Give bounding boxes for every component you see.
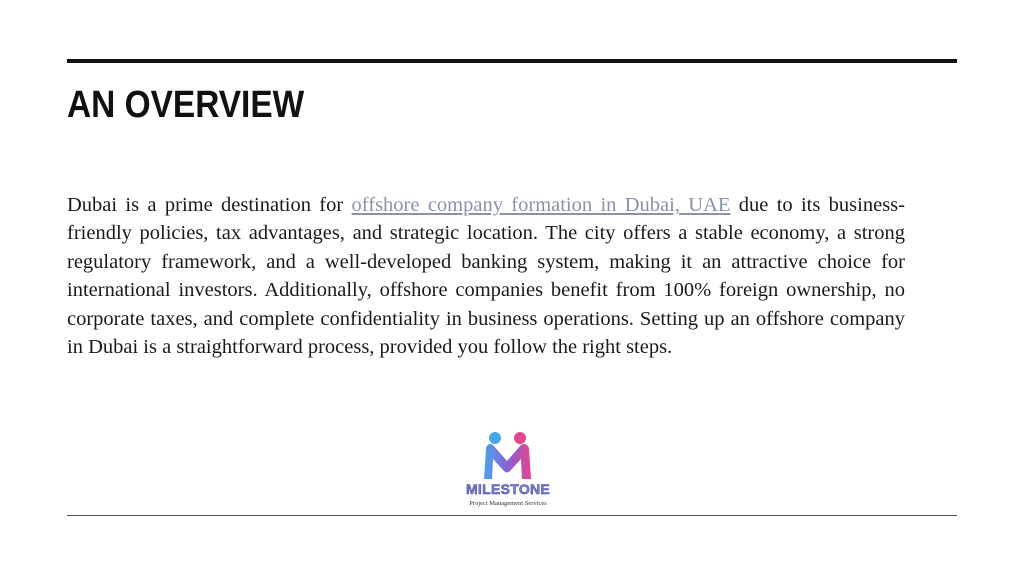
logo-head-left bbox=[489, 432, 501, 444]
bottom-divider bbox=[67, 515, 957, 516]
slide-title: AN OVERVIEW bbox=[67, 84, 305, 126]
logo-tagline: Project Management Services bbox=[469, 500, 547, 507]
logo-m-shape bbox=[484, 444, 531, 479]
overview-paragraph bbox=[67, 191, 905, 361]
top-divider bbox=[67, 59, 957, 63]
milestone-logo bbox=[455, 430, 561, 510]
paragraph-rest: due to its business-friendly policies, tax advantages, and strategic location. The city offers a stable economy, a strong regulatory framework, and a well-developed banking system, making it an attractive choice for international investors. Additionally, offshore companies benefit from 100% foreign ownership, no corporate taxes, and complete confidentiality in business operations. Setting up an offshore company in Dubai is a straightforward process, provided you follow the right steps. bbox=[67, 194, 905, 359]
milestone-m-icon bbox=[455, 430, 561, 482]
offshore-formation-link[interactable]: offshore company formation in Dubai, UAE bbox=[351, 194, 731, 216]
paragraph-intro: Dubai is a prime destination for bbox=[67, 194, 352, 216]
logo-wordmark: MILESTONE bbox=[465, 481, 551, 497]
logo-head-right bbox=[514, 432, 526, 444]
